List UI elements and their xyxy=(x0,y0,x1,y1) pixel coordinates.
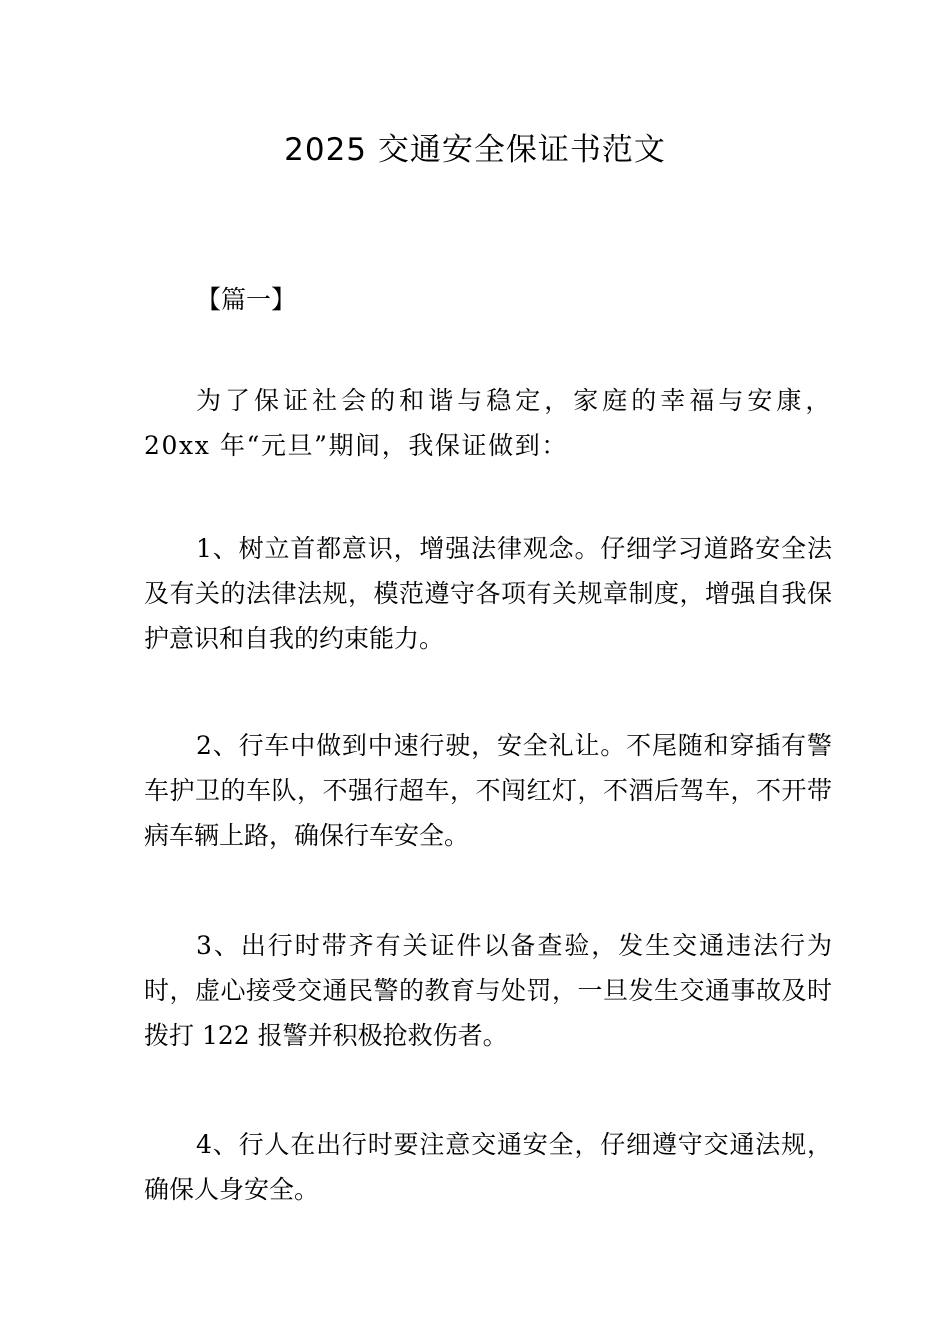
paragraph-item-3: 3、出行时带齐有关证件以备查验，发生交通违法行为时，虚心接受交通民警的教育与处罚，一旦发生交通事故及时拨打 122 报警并积极抢救伤者。 xyxy=(144,931,832,1050)
paragraph-item-4: 4、行人在出行时要注意交通安全，仔细遵守交通法规，确保人身安全。 xyxy=(144,1130,832,1204)
paragraph-item-1: 1、树立首都意识，增强法律观念。仔细学习道路安全法及有关的法律法规，模范遵守各项有关规章制度，增强自我保护意识和自我的约束能力。 xyxy=(144,534,832,653)
paragraph-item-2: 2、行车中做到中速行驶，安全礼让。不尾随和穿插有警车护卫的车队，不强行超车，不闯红灯，不酒后驾车，不开带病车辆上路，确保行车安全。 xyxy=(144,731,832,850)
document-title: 2025 交通安全保证书范文 xyxy=(284,132,666,168)
intro-paragraph: 为了保证社会的和谐与稳定，家庭的幸福与安康，20xx 年“元旦”期间，我保证做到： xyxy=(144,386,832,460)
section-heading: 【篇一】 xyxy=(196,285,297,314)
